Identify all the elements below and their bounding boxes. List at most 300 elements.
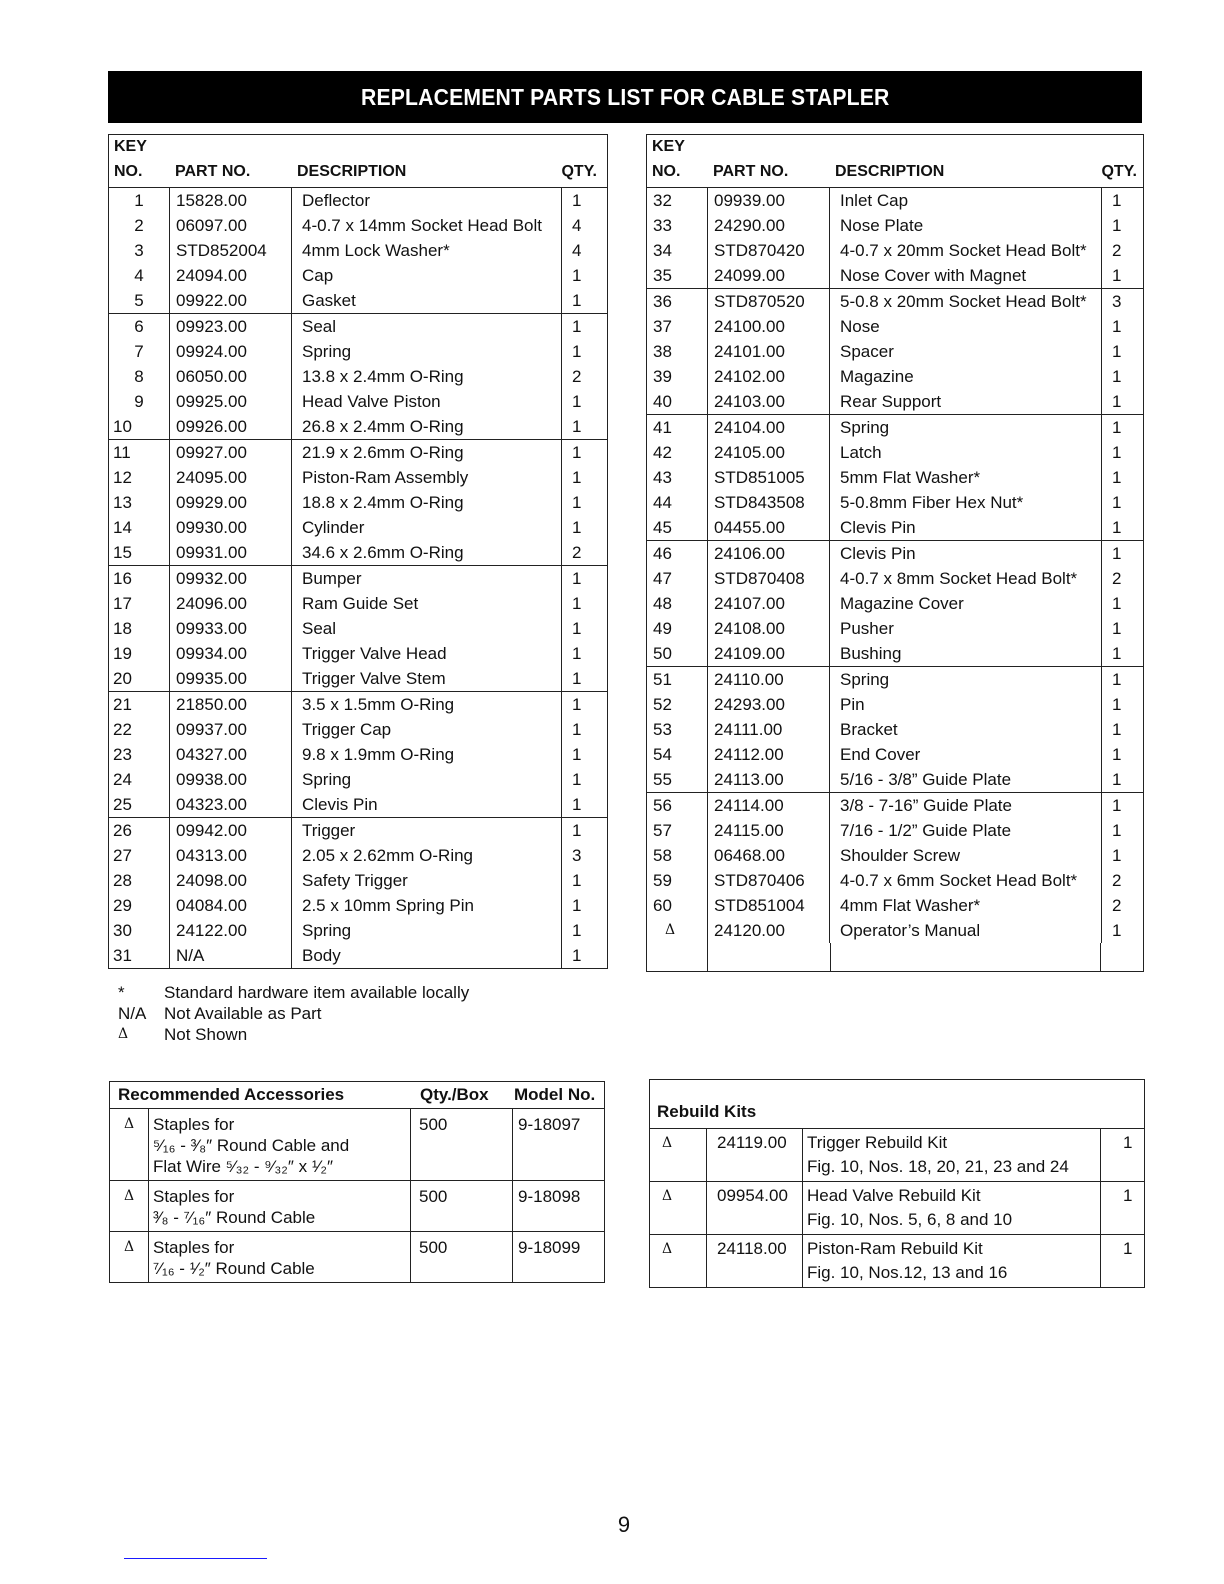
part-no: 24102.00 xyxy=(707,364,829,389)
description: Trigger Cap xyxy=(291,717,561,742)
description: Safety Trigger xyxy=(291,868,561,893)
key-no: 38 xyxy=(653,342,672,361)
part-no: 09923.00 xyxy=(169,314,291,339)
table-row xyxy=(109,188,607,213)
table-header xyxy=(109,135,607,188)
key-no: 27 xyxy=(113,846,132,865)
qty: 1 xyxy=(561,943,607,968)
kit-description xyxy=(802,1129,1100,1181)
qty-per-box: 500 xyxy=(410,1109,512,1180)
table-row xyxy=(109,288,607,313)
key-no: 44 xyxy=(653,493,672,512)
delta-icon: Δ xyxy=(662,1241,673,1257)
description: Rear Support xyxy=(829,389,1101,414)
table-body xyxy=(109,188,607,968)
key-no: 53 xyxy=(653,720,672,739)
description: Shoulder Screw xyxy=(829,843,1101,868)
qty: 1 xyxy=(561,616,607,641)
table-row xyxy=(647,893,1143,918)
qty: 1 xyxy=(1101,818,1143,843)
table-row xyxy=(647,364,1143,389)
part-no: 24100.00 xyxy=(707,314,829,339)
qty: 1 xyxy=(561,414,607,439)
part-no: 04455.00 xyxy=(707,515,829,540)
accessories-header xyxy=(110,1082,604,1109)
table-row xyxy=(647,641,1143,666)
key-no: 33 xyxy=(653,216,672,235)
delta-icon: Δ xyxy=(118,1026,129,1042)
delta-icon: Δ xyxy=(662,1135,673,1151)
part-no: 09938.00 xyxy=(169,767,291,792)
table-row xyxy=(109,313,607,339)
empty-cell xyxy=(647,943,707,971)
header-description: DESCRIPTION xyxy=(835,163,945,180)
kit-description xyxy=(802,1235,1100,1287)
qty-per-box: 500 xyxy=(410,1181,512,1231)
part-no: 21850.00 xyxy=(169,692,291,717)
part-no: 09937.00 xyxy=(169,717,291,742)
description: 5-0.8mm Fiber Hex Nut* xyxy=(829,490,1101,515)
part-no: 04313.00 xyxy=(169,843,291,868)
description: Cap xyxy=(291,263,561,288)
key-no: 11 xyxy=(113,443,131,462)
description: End Cover xyxy=(829,742,1101,767)
qty: 1 xyxy=(561,288,607,313)
part-no: 24103.00 xyxy=(707,389,829,414)
part-no: STD851005 xyxy=(707,465,829,490)
description: Latch xyxy=(829,440,1101,465)
qty: 2 xyxy=(1101,566,1143,591)
rebuild-kit-row xyxy=(650,1181,1144,1234)
description: Seal xyxy=(291,616,561,641)
table-row xyxy=(109,238,607,263)
table-row xyxy=(109,616,607,641)
part-no: 09925.00 xyxy=(169,389,291,414)
legend-text: Not Available as Part xyxy=(164,1004,322,1023)
part-no: 09932.00 xyxy=(169,566,291,591)
table-row xyxy=(647,918,1143,943)
part-no: 24105.00 xyxy=(707,440,829,465)
table-row xyxy=(647,818,1143,843)
accessory-description xyxy=(148,1232,410,1282)
part-no: 24113.00 xyxy=(707,767,829,792)
key-no: 49 xyxy=(653,619,672,638)
description: Spring xyxy=(291,918,561,943)
qty: 1 xyxy=(561,566,607,591)
table-row xyxy=(109,364,607,389)
qty: 1 xyxy=(561,742,607,767)
description: 26.8 x 2.4mm O-Ring xyxy=(291,414,561,439)
table-row xyxy=(109,540,607,565)
description: Nose Plate xyxy=(829,213,1101,238)
key-no: 51 xyxy=(653,670,672,689)
part-no: 24107.00 xyxy=(707,591,829,616)
part-no: 06050.00 xyxy=(169,364,291,389)
key-no: 54 xyxy=(653,745,672,764)
part-no: 24109.00 xyxy=(707,641,829,666)
description: Inlet Cap xyxy=(829,188,1101,213)
qty: 4 xyxy=(561,213,607,238)
key-no: 20 xyxy=(113,669,132,688)
key-no: 45 xyxy=(653,518,672,537)
table-row xyxy=(109,666,607,691)
description: Body xyxy=(291,943,561,968)
qty: 4 xyxy=(561,238,607,263)
qty: 1 xyxy=(561,440,607,465)
key-no: 42 xyxy=(653,443,672,462)
description: Seal xyxy=(291,314,561,339)
description: Nose xyxy=(829,314,1101,339)
description: Gasket xyxy=(291,288,561,313)
part-no: 24108.00 xyxy=(707,616,829,641)
header-qty: QTY. xyxy=(1101,163,1137,180)
description: Bushing xyxy=(829,641,1101,666)
accessory-row xyxy=(110,1231,604,1282)
key-no: 30 xyxy=(113,921,132,940)
accessory-description xyxy=(148,1109,410,1180)
key-no: 17 xyxy=(113,594,132,613)
description: 21.9 x 2.6mm O-Ring xyxy=(291,440,561,465)
key-no: 39 xyxy=(653,367,672,386)
key-no: 40 xyxy=(653,392,672,411)
key-no: 41 xyxy=(653,418,672,437)
parts-table-right xyxy=(646,134,1144,972)
description: Bracket xyxy=(829,717,1101,742)
table-row xyxy=(647,188,1143,213)
description: Cylinder xyxy=(291,515,561,540)
description: 2.5 x 10mm Spring Pin xyxy=(291,893,561,918)
key-no: 21 xyxy=(113,695,132,714)
legend-text: Not Shown xyxy=(164,1025,248,1044)
key-no: 48 xyxy=(653,594,672,613)
part-no: STD870406 xyxy=(707,868,829,893)
description: Head Valve Piston xyxy=(291,389,561,414)
kit-name: Head Valve Rebuild Kit xyxy=(807,1186,981,1205)
key-no: 3 xyxy=(134,241,144,260)
rebuild-kit-row xyxy=(650,1129,1144,1181)
table-row xyxy=(647,263,1143,288)
rebuild-kits-table xyxy=(649,1079,1145,1288)
part-no: 24104.00 xyxy=(707,415,829,440)
table-row xyxy=(109,591,607,616)
part-no: 24112.00 xyxy=(707,742,829,767)
key-no: 13 xyxy=(113,493,132,512)
key-no: 2 xyxy=(134,216,144,235)
description: Bumper xyxy=(291,566,561,591)
qty: 1 xyxy=(1101,188,1143,213)
key-no: 37 xyxy=(653,317,672,336)
part-no: 04327.00 xyxy=(169,742,291,767)
part-no: 04323.00 xyxy=(169,792,291,817)
qty: 1 xyxy=(1101,314,1143,339)
delta-icon: Δ xyxy=(662,1188,673,1204)
description: Clevis Pin xyxy=(829,541,1101,566)
part-no: 24119.00 xyxy=(706,1129,802,1181)
qty: 1 xyxy=(1101,692,1143,717)
qty: 1 xyxy=(1100,1129,1144,1181)
table-row xyxy=(647,490,1143,515)
part-no: 06468.00 xyxy=(707,843,829,868)
table-row xyxy=(109,918,607,943)
qty: 1 xyxy=(1101,541,1143,566)
description: 13.8 x 2.4mm O-Ring xyxy=(291,364,561,389)
part-no: 09929.00 xyxy=(169,490,291,515)
qty: 1 xyxy=(561,515,607,540)
description: Trigger Valve Stem xyxy=(291,666,561,691)
description: 4mm Flat Washer* xyxy=(829,893,1101,918)
rebuild-kits-header xyxy=(650,1080,1144,1129)
table-row xyxy=(647,238,1143,263)
qty: 1 xyxy=(561,792,607,817)
table-row xyxy=(647,339,1143,364)
rebuild-kits-title: Rebuild Kits xyxy=(657,1102,757,1121)
accessories-body xyxy=(110,1109,604,1282)
part-no: 09935.00 xyxy=(169,666,291,691)
part-no: 24096.00 xyxy=(169,591,291,616)
part-no: 09939.00 xyxy=(707,188,829,213)
kit-name: Piston-Ram Rebuild Kit xyxy=(807,1239,983,1258)
part-no: 24118.00 xyxy=(706,1235,802,1287)
description: Spring xyxy=(291,339,561,364)
accessories-title: Recommended Accessories xyxy=(118,1085,345,1104)
part-no: 24095.00 xyxy=(169,465,291,490)
description: Nose Cover with Magnet xyxy=(829,263,1101,288)
table-row xyxy=(647,591,1143,616)
qty: 1 xyxy=(1101,667,1143,692)
description: 4-0.7 x 20mm Socket Head Bolt* xyxy=(829,238,1101,263)
description: Trigger Valve Head xyxy=(291,641,561,666)
rebuild-kit-row xyxy=(650,1234,1144,1287)
table-row xyxy=(109,339,607,364)
part-no: 04084.00 xyxy=(169,893,291,918)
qty: 1 xyxy=(561,339,607,364)
description: 2.05 x 2.62mm O-Ring xyxy=(291,843,561,868)
qty: 1 xyxy=(561,868,607,893)
accessory-desc-line: Staples for xyxy=(153,1238,235,1257)
description: 5/16 - 3/8” Guide Plate xyxy=(829,767,1101,792)
qty: 1 xyxy=(1101,793,1143,818)
part-no: STD843508 xyxy=(707,490,829,515)
table-row xyxy=(647,440,1143,465)
qty: 1 xyxy=(1101,843,1143,868)
delta-icon: Δ xyxy=(123,1116,135,1132)
key-no: 10 xyxy=(113,417,132,436)
qty: 1 xyxy=(561,389,607,414)
header-key: KEY xyxy=(114,138,147,155)
description: 4-0.7 x 8mm Socket Head Bolt* xyxy=(829,566,1101,591)
key-no: 31 xyxy=(113,946,132,965)
part-no: 24101.00 xyxy=(707,339,829,364)
kit-name: Trigger Rebuild Kit xyxy=(807,1133,948,1152)
description: 18.8 x 2.4mm O-Ring xyxy=(291,490,561,515)
description: Clevis Pin xyxy=(291,792,561,817)
accessory-row xyxy=(110,1109,604,1180)
part-no: 24099.00 xyxy=(707,263,829,288)
part-no: 24290.00 xyxy=(707,213,829,238)
qty: 3 xyxy=(1101,289,1143,314)
part-no: 09926.00 xyxy=(169,414,291,439)
qty: 1 xyxy=(561,490,607,515)
qty: 1 xyxy=(561,314,607,339)
table-row xyxy=(647,792,1143,818)
key-no: 23 xyxy=(113,745,132,764)
table-row xyxy=(109,263,607,288)
qty: 1 xyxy=(1101,591,1143,616)
accessory-desc-line: ³⁄₈ - ⁷⁄₁₆″ Round Cable xyxy=(153,1208,316,1227)
part-no: STD870520 xyxy=(707,289,829,314)
description: Magazine Cover xyxy=(829,591,1101,616)
page-title-banner xyxy=(108,71,1142,123)
table-row xyxy=(109,641,607,666)
header-qty: QTY. xyxy=(561,163,597,180)
qty: 1 xyxy=(1101,767,1143,792)
qty: 1 xyxy=(1101,339,1143,364)
qty: 1 xyxy=(1101,415,1143,440)
qty: 1 xyxy=(561,591,607,616)
qty: 1 xyxy=(1101,364,1143,389)
part-no: 24098.00 xyxy=(169,868,291,893)
accessories-table xyxy=(109,1081,605,1283)
key-no: 29 xyxy=(113,896,132,915)
key-no: 5 xyxy=(134,291,144,310)
qty: 2 xyxy=(1101,868,1143,893)
accessory-desc-line: ⁵⁄₁₆ - ³⁄₈″ Round Cable and xyxy=(153,1136,350,1155)
empty-cell xyxy=(1100,943,1143,971)
key-no: 8 xyxy=(134,367,144,386)
table-row xyxy=(109,213,607,238)
table-row xyxy=(647,616,1143,641)
table-filler-row xyxy=(647,943,1143,971)
table-row xyxy=(647,288,1143,314)
key-no: 52 xyxy=(653,695,672,714)
header-no: NO. xyxy=(652,163,681,180)
legend xyxy=(118,982,469,1045)
table-row xyxy=(109,843,607,868)
key-no: 34 xyxy=(653,241,672,260)
kit-figure-ref: Fig. 10, Nos. 5, 6, 8 and 10 xyxy=(807,1210,1013,1229)
part-no: 24115.00 xyxy=(707,818,829,843)
part-no: STD870408 xyxy=(707,566,829,591)
table-row xyxy=(109,691,607,717)
table-row xyxy=(109,943,607,968)
part-no: STD852004 xyxy=(169,238,291,263)
key-no: 35 xyxy=(653,266,672,285)
part-no: 24293.00 xyxy=(707,692,829,717)
qty: 1 xyxy=(1101,717,1143,742)
key-no: 58 xyxy=(653,846,672,865)
description: 5-0.8 x 20mm Socket Head Bolt* xyxy=(829,289,1101,314)
qty: 1 xyxy=(561,918,607,943)
description: Spacer xyxy=(829,339,1101,364)
qty: 1 xyxy=(1101,641,1143,666)
key-no: 26 xyxy=(113,821,132,840)
part-no: 24110.00 xyxy=(707,667,829,692)
description: Magazine xyxy=(829,364,1101,389)
qty: 1 xyxy=(1101,490,1143,515)
table-row xyxy=(109,742,607,767)
table-row xyxy=(647,566,1143,591)
kit-description xyxy=(802,1182,1100,1234)
part-no: 09931.00 xyxy=(169,540,291,565)
key-no: 16 xyxy=(113,569,132,588)
qty-per-box: 500 xyxy=(410,1232,512,1282)
description: Spring xyxy=(829,415,1101,440)
accessory-desc-line: Flat Wire ⁵⁄₃₂ - ⁹⁄₃₂″ x ¹⁄₂″ xyxy=(153,1157,333,1176)
parts-table-left xyxy=(108,134,608,969)
key-no: 59 xyxy=(653,871,672,890)
part-no: 09922.00 xyxy=(169,288,291,313)
part-no: 09933.00 xyxy=(169,616,291,641)
table-row xyxy=(109,792,607,817)
table-row xyxy=(109,490,607,515)
qty: 1 xyxy=(1101,742,1143,767)
qty: 1 xyxy=(1101,515,1143,540)
description: Operator’s Manual xyxy=(829,918,1101,943)
table-row xyxy=(109,414,607,439)
part-no: 24122.00 xyxy=(169,918,291,943)
key-no: 1 xyxy=(134,191,144,210)
table-row xyxy=(109,389,607,414)
header-part-no: PART NO. xyxy=(175,163,251,180)
accessory-desc-line: Staples for xyxy=(153,1187,235,1206)
table-row xyxy=(647,717,1143,742)
empty-cell xyxy=(707,943,830,971)
part-no: 09934.00 xyxy=(169,641,291,666)
key-no: 56 xyxy=(653,796,672,815)
model-no: 9-18097 xyxy=(512,1109,604,1180)
qty: 2 xyxy=(1101,238,1143,263)
qty: 2 xyxy=(561,364,607,389)
qty: 1 xyxy=(1101,213,1143,238)
description: Piston-Ram Assembly xyxy=(291,465,561,490)
description: Ram Guide Set xyxy=(291,591,561,616)
part-no: STD870420 xyxy=(707,238,829,263)
rebuild-kits-body xyxy=(650,1129,1144,1287)
legend-item xyxy=(118,1024,469,1045)
table-row xyxy=(647,843,1143,868)
table-row xyxy=(647,666,1143,692)
kit-figure-ref: Fig. 10, Nos. 18, 20, 21, 23 and 24 xyxy=(807,1157,1069,1176)
table-row xyxy=(647,868,1143,893)
key-no: 14 xyxy=(113,518,132,537)
qty: 1 xyxy=(1101,465,1143,490)
part-no: 15828.00 xyxy=(169,188,291,213)
key-no: 55 xyxy=(653,770,672,789)
qty: 1 xyxy=(1101,389,1143,414)
part-no: 24111.00 xyxy=(707,717,829,742)
header-part-no: PART NO. xyxy=(713,163,789,180)
key-no: 25 xyxy=(113,795,132,814)
header-description: DESCRIPTION xyxy=(297,163,407,180)
qty: 2 xyxy=(1101,893,1143,918)
table-row xyxy=(109,868,607,893)
qty: 1 xyxy=(1100,1235,1144,1287)
table-row xyxy=(109,717,607,742)
table-row xyxy=(647,767,1143,792)
description: Deflector xyxy=(291,188,561,213)
description: 3/8 - 7-16” Guide Plate xyxy=(829,793,1101,818)
qty: 1 xyxy=(561,263,607,288)
description: Pin xyxy=(829,692,1101,717)
model-no-header: Model No. xyxy=(514,1085,596,1104)
part-no: 24120.00 xyxy=(707,918,829,943)
table-row xyxy=(647,465,1143,490)
description: 3.5 x 1.5mm O-Ring xyxy=(291,692,561,717)
qty: 1 xyxy=(561,692,607,717)
description: Clevis Pin xyxy=(829,515,1101,540)
qty: 2 xyxy=(561,540,607,565)
kit-figure-ref: Fig. 10, Nos.12, 13 and 16 xyxy=(807,1263,1008,1282)
